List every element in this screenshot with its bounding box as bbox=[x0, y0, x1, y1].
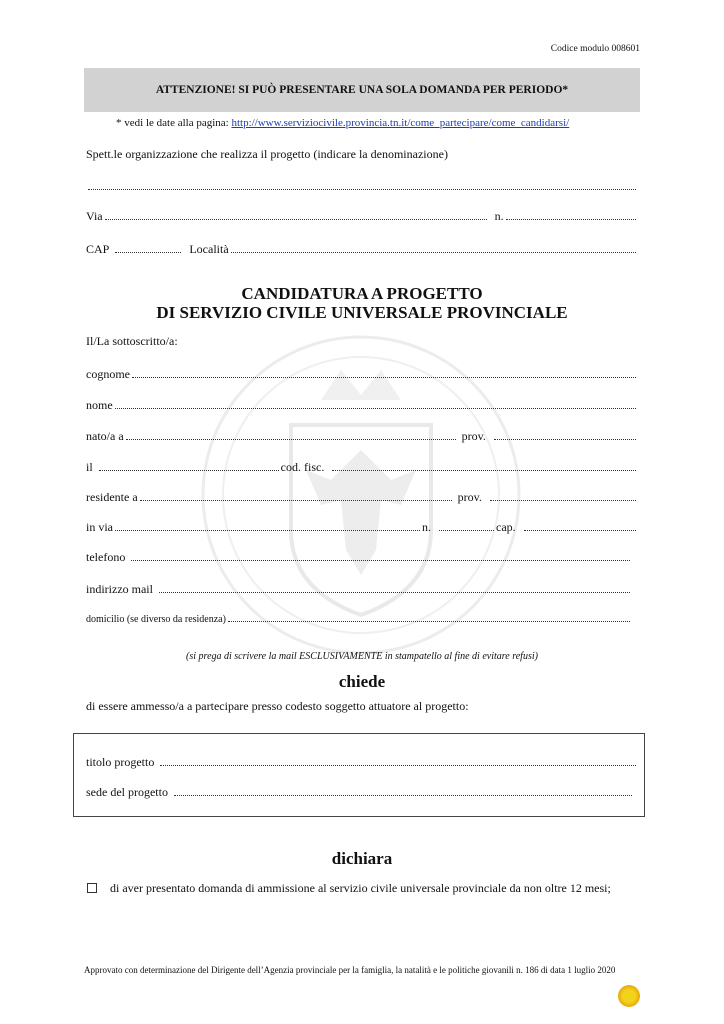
module-code: Codice modulo 008601 bbox=[550, 44, 640, 54]
organization-city-row bbox=[86, 242, 638, 257]
via-label: Via bbox=[86, 209, 103, 223]
telefono-label: telefono bbox=[86, 550, 126, 564]
titolo-field[interactable] bbox=[160, 756, 636, 766]
cap-field[interactable] bbox=[115, 243, 181, 253]
domicilio-row bbox=[86, 612, 632, 625]
chiede-heading: chiede bbox=[338, 672, 386, 691]
form-title-line2: DI SERVIZIO CIVILE UNIVERSALE PROVINCIALE bbox=[156, 303, 568, 322]
birthdate-field[interactable] bbox=[99, 461, 279, 471]
mail-row bbox=[86, 582, 632, 597]
street-row bbox=[86, 520, 638, 535]
organization-address-row bbox=[86, 209, 638, 224]
cognome-row bbox=[86, 367, 638, 382]
declaration-checkbox[interactable] bbox=[87, 883, 97, 893]
residence-prov-label: prov. bbox=[457, 490, 482, 504]
cap-label: CAP bbox=[86, 242, 110, 256]
sede-label: sede del progetto bbox=[86, 785, 168, 799]
domicilio-field[interactable] bbox=[228, 612, 630, 622]
dates-link[interactable]: http://www.serviziocivile.provincia.tn.it/come_partecipare/come_candidarsi/ bbox=[231, 117, 570, 129]
residence-field[interactable] bbox=[140, 491, 452, 501]
cod-fisc-field[interactable] bbox=[332, 461, 636, 471]
cod-fisc-label: cod. fisc. bbox=[280, 460, 325, 474]
number-field[interactable] bbox=[506, 210, 636, 220]
mail-note: (si prega di scrivere la mail ESCLUSIVAMENTE in stampatello al fine di evitare refusi) bbox=[186, 651, 538, 662]
street-cap-field[interactable] bbox=[524, 521, 636, 531]
in-via-label: in via bbox=[86, 520, 113, 534]
dichiara-heading: dichiara bbox=[331, 849, 393, 868]
nome-label: nome bbox=[86, 398, 113, 412]
street-number-label: n. bbox=[422, 520, 431, 534]
dates-note-prefix: * vedi le date alla pagina: bbox=[116, 117, 232, 129]
residence-prov-field[interactable] bbox=[490, 491, 636, 501]
dates-note bbox=[116, 117, 569, 129]
number-label: n. bbox=[494, 209, 504, 223]
project-box bbox=[73, 733, 645, 817]
street-number-field[interactable] bbox=[439, 521, 494, 531]
residente-label: residente a bbox=[86, 490, 138, 504]
localita-label: Località bbox=[189, 242, 229, 256]
nato-label: nato/a a bbox=[86, 429, 124, 443]
nome-row bbox=[86, 398, 638, 413]
il-label: il bbox=[86, 460, 93, 474]
titolo-label: titolo progetto bbox=[86, 755, 155, 769]
domicilio-label: domicilio (se diverso da residenza) bbox=[86, 614, 226, 625]
organization-intro: Spett.le organizzazione che realizza il progetto (indicare la denominazione) bbox=[86, 147, 448, 161]
birthdate-row bbox=[86, 460, 638, 475]
via-field[interactable] bbox=[105, 210, 487, 220]
mail-label: indirizzo mail bbox=[86, 582, 153, 596]
birthplace-field[interactable] bbox=[126, 430, 456, 440]
footer-approval: Approvato con determinazione del Dirigente dell’Agenzia provinciale per la famiglia, la natalità e le politiche giovanili n. 186 di data 1 luglio 2020 bbox=[84, 965, 616, 975]
birthplace-row bbox=[86, 429, 638, 444]
titolo-row bbox=[86, 755, 638, 770]
cognome-label: cognome bbox=[86, 367, 130, 381]
declaration-text: di aver presentato domanda di ammissione al servizio civile universale provinciale da non oltre 12 mesi; bbox=[110, 881, 611, 895]
chiede-text: di essere ammesso/a a partecipare presso codesto soggetto attuatore al progetto: bbox=[86, 699, 469, 713]
residence-row bbox=[86, 490, 638, 505]
warning-banner: ATTENZIONE! SI PUÒ PRESENTARE UNA SOLA DOMANDA PER PERIODO* bbox=[84, 68, 640, 112]
mail-field[interactable] bbox=[159, 583, 630, 593]
birth-prov-field[interactable] bbox=[494, 430, 636, 440]
prov-label: prov. bbox=[461, 429, 486, 443]
street-field[interactable] bbox=[115, 521, 420, 531]
form-title-line1: CANDIDATURA A PROGETTO bbox=[241, 284, 483, 303]
street-cap-label: cap. bbox=[496, 520, 516, 534]
sede-field[interactable] bbox=[174, 786, 632, 796]
nome-field[interactable] bbox=[115, 399, 636, 409]
organization-name-field[interactable] bbox=[86, 180, 638, 190]
sede-row bbox=[86, 785, 634, 800]
localita-field[interactable] bbox=[231, 243, 636, 253]
cognome-field[interactable] bbox=[132, 368, 636, 378]
agency-logo-icon bbox=[618, 985, 640, 1007]
telefono-row bbox=[86, 550, 632, 565]
telefono-field[interactable] bbox=[131, 551, 630, 561]
applicant-intro: Il/La sottoscritto/a: bbox=[86, 334, 178, 348]
